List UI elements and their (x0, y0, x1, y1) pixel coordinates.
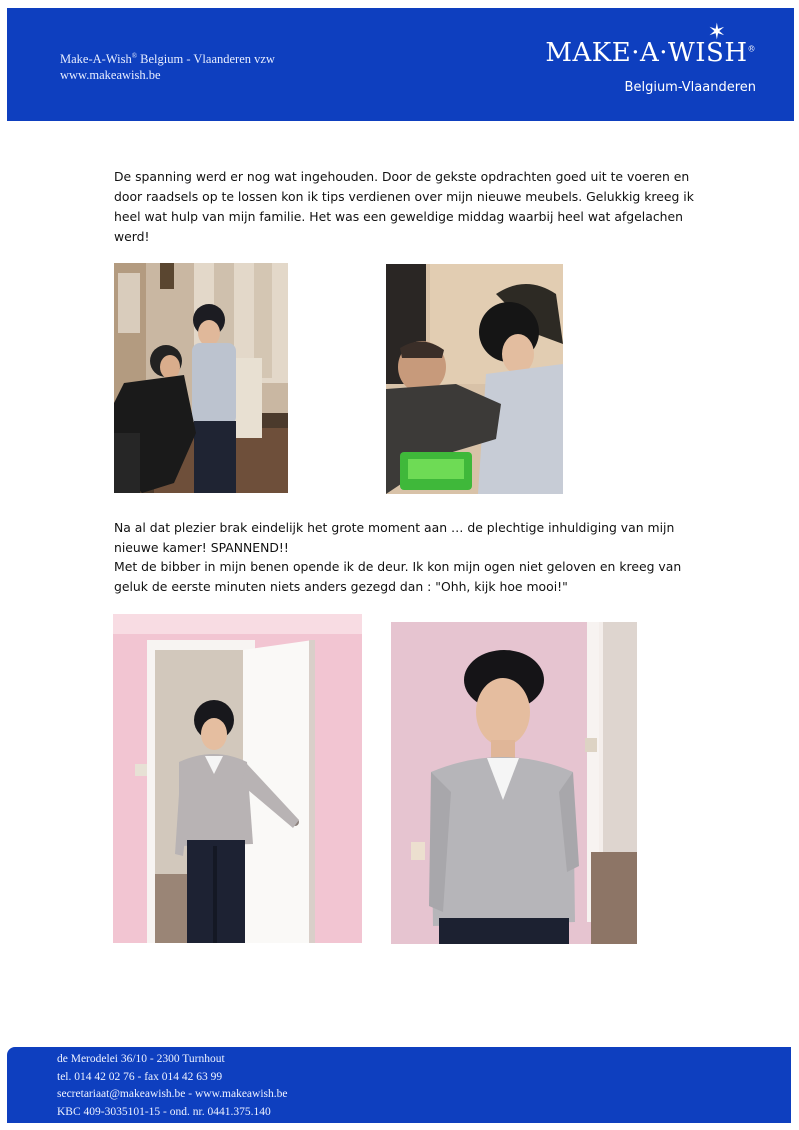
logo-subtitle: Belgium-Vlaanderen (624, 80, 756, 95)
paragraph-opening-door: Met de bibber in mijn benen opende ik de deur. Ik kon mijn ogen niet geloven en kreeg van geluk de eerste minuten niets anders gezegd dan : "Ohh, kijk hoe mooi!" (114, 559, 682, 594)
org-website: www.makeawish.be (60, 68, 161, 83)
photo-smiling-image (391, 622, 637, 944)
logo-text: MAKE·A·WISH® (545, 38, 756, 68)
footer-contact-info (57, 1051, 287, 1121)
photo-living-room-image (114, 263, 288, 493)
photo-opening-door-image (113, 614, 362, 943)
footer-bank: KBC 409-3035101-15 - ond. nr. 0441.375.140 (57, 1105, 271, 1118)
photo-puzzle (386, 264, 563, 494)
letterhead-header (7, 8, 794, 121)
photo-puzzle-image (386, 264, 563, 494)
photo-smiling (391, 622, 637, 944)
paragraph-big-moment: Na al dat plezier brak eindelijk het grote moment aan … de plechtige inhuldiging van mijn nieuwe kamer! SPANNEND!! (114, 520, 675, 555)
star-icon: ✶ (707, 20, 726, 45)
footer-phone: tel. 014 42 02 76 - fax 014 42 63 99 (57, 1070, 223, 1083)
photo-living-room (114, 263, 288, 493)
photo-opening-door (113, 614, 362, 943)
org-name: Make-A-Wish® Belgium - Vlaanderen vzw (60, 52, 275, 67)
org-info (60, 48, 275, 83)
make-a-wish-logo (541, 20, 756, 96)
paragraph-intro: De spanning werd er nog wat ingehouden. Door de gekste opdrachten goed uit te voeren en door raadsels op te lossen kon ik tips verdienen over mijn nieuwe meubels. Gelukkig kreeg ik heel wat hulp van mijn familie. Het was een geweldige middag waarbij heel wat afgelachen werd! (114, 169, 694, 244)
footer-address: de Merodelei 36/10 - 2300 Turnhout (57, 1053, 225, 1065)
footer-email-web: secretariaat@makeawish.be - www.makeawish.be (57, 1088, 288, 1100)
letterhead-footer (7, 1047, 791, 1123)
